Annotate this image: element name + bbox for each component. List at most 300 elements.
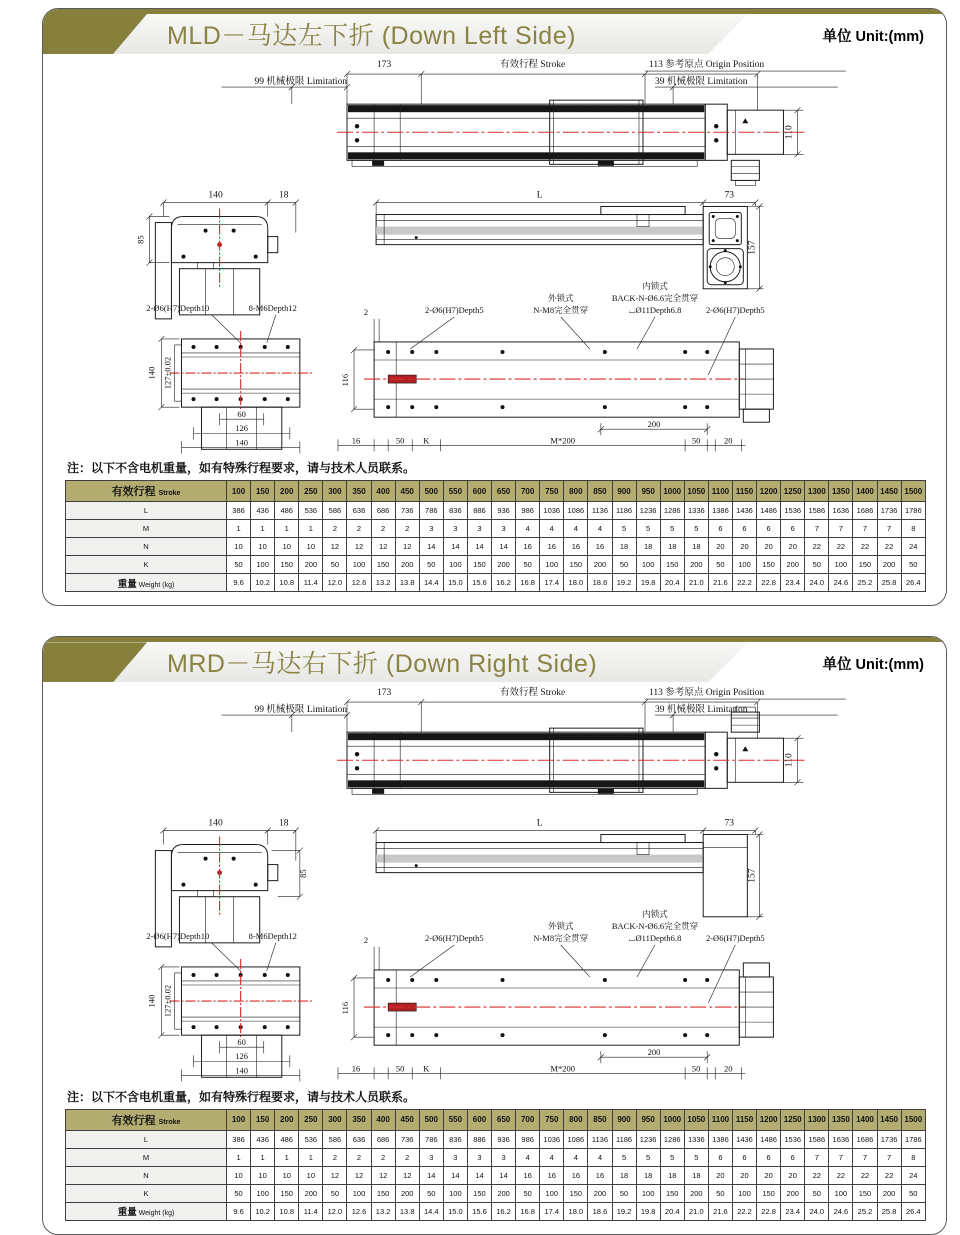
value-cell: 150 xyxy=(564,1184,588,1202)
value-cell: 7 xyxy=(853,1148,877,1166)
value-cell: 200 xyxy=(684,556,708,574)
value-cell: 50 xyxy=(516,556,540,574)
value-cell: 2 xyxy=(347,1148,371,1166)
value-cell: 18 xyxy=(684,1166,708,1184)
value-cell: 23.4 xyxy=(781,574,805,592)
value-cell: 2 xyxy=(395,1148,419,1166)
value-cell: 200 xyxy=(395,1184,419,1202)
value-cell: 450 xyxy=(395,481,419,502)
value-cell: 636 xyxy=(347,502,371,520)
value-cell: 250 xyxy=(299,481,323,502)
value-cell: 22 xyxy=(853,538,877,556)
value-cell: 10.8 xyxy=(275,1202,299,1220)
value-cell: 6 xyxy=(757,520,781,538)
value-cell: 636 xyxy=(347,1130,371,1148)
value-cell: 14.4 xyxy=(419,1202,443,1220)
value-cell: 19.8 xyxy=(636,1202,660,1220)
value-cell: 18 xyxy=(684,538,708,556)
value-cell: 21.6 xyxy=(708,1202,732,1220)
value-cell: 4 xyxy=(564,520,588,538)
value-cell: 23.4 xyxy=(781,1202,805,1220)
value-cell: 11.4 xyxy=(299,574,323,592)
value-cell: 836 xyxy=(443,1130,467,1148)
note-text: 注：以下不含电机重量，如有特殊行程要求，请与技术人员联系。 xyxy=(67,1089,416,1104)
value-cell: 1786 xyxy=(901,502,925,520)
value-cell: 15.0 xyxy=(443,574,467,592)
value-cell: 1636 xyxy=(829,1130,853,1148)
value-cell: 1200 xyxy=(757,1109,781,1130)
value-cell: 150 xyxy=(251,481,275,502)
value-cell: 22.8 xyxy=(757,1202,781,1220)
section-header-mld xyxy=(43,14,946,54)
value-cell: 16 xyxy=(564,538,588,556)
value-cell: 100 xyxy=(443,1184,467,1202)
row-label-cell: L xyxy=(66,502,227,520)
value-cell: 1 xyxy=(251,1148,275,1166)
value-cell: 13.2 xyxy=(371,574,395,592)
value-cell: 4 xyxy=(516,1148,540,1166)
value-cell: 500 xyxy=(419,1109,443,1130)
value-cell: 18 xyxy=(660,1166,684,1184)
value-cell: 1486 xyxy=(757,1130,781,1148)
value-cell: 536 xyxy=(299,1130,323,1148)
value-cell: 450 xyxy=(395,1109,419,1130)
value-cell: 12.0 xyxy=(323,1202,347,1220)
table-row xyxy=(66,1202,926,1220)
value-cell: 20 xyxy=(732,1166,756,1184)
value-cell: 700 xyxy=(516,1109,540,1130)
value-cell: 14 xyxy=(419,1166,443,1184)
value-cell: 886 xyxy=(467,502,491,520)
value-cell: 150 xyxy=(275,556,299,574)
value-cell: 22 xyxy=(829,1166,853,1184)
value-cell: 22 xyxy=(805,538,829,556)
value-cell: 1050 xyxy=(684,481,708,502)
value-cell: 1336 xyxy=(684,502,708,520)
table-header-row xyxy=(66,481,926,502)
value-cell: 3 xyxy=(443,1148,467,1166)
value-cell: 17.4 xyxy=(540,574,564,592)
value-cell: 1450 xyxy=(877,1109,901,1130)
value-cell: 18 xyxy=(636,1166,660,1184)
value-cell: 5 xyxy=(684,520,708,538)
value-cell: 200 xyxy=(684,1184,708,1202)
value-cell: 2 xyxy=(323,520,347,538)
value-cell: 10 xyxy=(299,538,323,556)
value-cell: 9.6 xyxy=(227,1202,251,1220)
value-cell: 16 xyxy=(540,538,564,556)
value-cell: 100 xyxy=(540,556,564,574)
table-header-row xyxy=(66,1109,926,1130)
value-cell: 1 xyxy=(299,1148,323,1166)
value-cell: 10 xyxy=(251,1166,275,1184)
value-cell: 50 xyxy=(419,556,443,574)
value-cell: 24.0 xyxy=(805,1202,829,1220)
value-cell: 10 xyxy=(227,538,251,556)
value-cell: 200 xyxy=(492,556,516,574)
value-cell: 800 xyxy=(564,1109,588,1130)
value-cell: 9.6 xyxy=(227,574,251,592)
value-cell: 886 xyxy=(467,1130,491,1148)
value-cell: 6 xyxy=(781,1148,805,1166)
value-cell: 1136 xyxy=(588,502,612,520)
table-row xyxy=(66,1166,926,1184)
value-cell: 1050 xyxy=(684,1109,708,1130)
section-title-mrd: MRD－马达右下折 (Down Right Side) xyxy=(167,650,598,679)
value-cell: 12.0 xyxy=(323,574,347,592)
value-cell: 3 xyxy=(492,520,516,538)
value-cell: 5 xyxy=(660,1148,684,1166)
value-cell: 14 xyxy=(492,538,516,556)
row-label-cell: K xyxy=(66,556,227,574)
value-cell: 1686 xyxy=(853,1130,877,1148)
value-cell: 16 xyxy=(588,538,612,556)
value-cell: 7 xyxy=(877,520,901,538)
value-cell: 736 xyxy=(395,502,419,520)
value-cell: 50 xyxy=(323,1184,347,1202)
value-cell: 19.8 xyxy=(636,574,660,592)
value-cell: 686 xyxy=(371,502,395,520)
value-cell: 50 xyxy=(708,1184,732,1202)
value-cell: 12 xyxy=(371,538,395,556)
value-cell: 7 xyxy=(853,520,877,538)
value-cell: 21.0 xyxy=(684,574,708,592)
value-cell: 6 xyxy=(708,520,732,538)
value-cell: 13.8 xyxy=(395,1202,419,1220)
value-cell: 16.2 xyxy=(492,1202,516,1220)
value-cell: 15.6 xyxy=(467,1202,491,1220)
value-cell: 1 xyxy=(227,520,251,538)
value-cell: 16 xyxy=(564,1166,588,1184)
value-cell: 2 xyxy=(347,520,371,538)
value-cell: 13.8 xyxy=(395,574,419,592)
value-cell: 1400 xyxy=(853,1109,877,1130)
value-cell: 8 xyxy=(901,1148,925,1166)
value-cell: 3 xyxy=(419,1148,443,1166)
value-cell: 936 xyxy=(492,502,516,520)
value-cell: 486 xyxy=(275,502,299,520)
value-cell: 50 xyxy=(901,1184,925,1202)
section-panel-mrd xyxy=(42,636,947,1234)
value-cell: 1000 xyxy=(660,481,684,502)
value-cell: 25.2 xyxy=(853,574,877,592)
value-cell: 1300 xyxy=(805,1109,829,1130)
value-cell: 1536 xyxy=(781,502,805,520)
value-cell: 16 xyxy=(540,1166,564,1184)
value-cell: 1386 xyxy=(708,1130,732,1148)
section-panel-mld xyxy=(42,8,947,606)
value-cell: 200 xyxy=(299,1184,323,1202)
value-cell: 150 xyxy=(853,1184,877,1202)
value-cell: 18 xyxy=(660,538,684,556)
value-cell: 18.0 xyxy=(564,574,588,592)
value-cell: 15.0 xyxy=(443,1202,467,1220)
value-cell: 6 xyxy=(781,520,805,538)
value-cell: 100 xyxy=(636,1184,660,1202)
table-row xyxy=(66,502,926,520)
value-cell: 24.6 xyxy=(829,574,853,592)
value-cell: 25.8 xyxy=(877,1202,901,1220)
row-label-cell: N xyxy=(66,538,227,556)
value-cell: 21.0 xyxy=(684,1202,708,1220)
value-cell: 786 xyxy=(419,502,443,520)
value-cell: 50 xyxy=(612,556,636,574)
value-cell: 486 xyxy=(275,1130,299,1148)
value-cell: 100 xyxy=(251,556,275,574)
value-cell: 900 xyxy=(612,1109,636,1130)
value-cell: 3 xyxy=(443,520,467,538)
value-cell: 4 xyxy=(588,520,612,538)
row-label-cell: 有效行程 Stroke xyxy=(66,481,227,502)
value-cell: 20 xyxy=(781,538,805,556)
value-cell: 13.2 xyxy=(371,1202,395,1220)
value-cell: 950 xyxy=(636,481,660,502)
value-cell: 10.8 xyxy=(275,574,299,592)
value-cell: 200 xyxy=(877,556,901,574)
spec-table-mrd xyxy=(65,1109,926,1221)
value-cell: 100 xyxy=(347,1184,371,1202)
value-cell: 19.2 xyxy=(612,1202,636,1220)
value-cell: 50 xyxy=(805,556,829,574)
value-cell: 12.6 xyxy=(347,1202,371,1220)
value-cell: 3 xyxy=(492,1148,516,1166)
value-cell: 1036 xyxy=(540,1130,564,1148)
row-label-cell: 重量 Weight (kg) xyxy=(66,574,227,592)
value-cell: 25.2 xyxy=(853,1202,877,1220)
value-cell: 900 xyxy=(612,481,636,502)
value-cell: 686 xyxy=(371,1130,395,1148)
value-cell: 150 xyxy=(564,556,588,574)
value-cell: 22 xyxy=(877,538,901,556)
value-cell: 200 xyxy=(781,1184,805,1202)
value-cell: 150 xyxy=(757,1184,781,1202)
value-cell: 1 xyxy=(251,520,275,538)
value-cell: 14 xyxy=(419,538,443,556)
value-cell: 15.6 xyxy=(467,574,491,592)
value-cell: 2 xyxy=(323,1148,347,1166)
value-cell: 12 xyxy=(347,538,371,556)
value-cell: 18 xyxy=(612,538,636,556)
table-row xyxy=(66,1130,926,1148)
value-cell: 10 xyxy=(251,538,275,556)
value-cell: 1586 xyxy=(805,502,829,520)
value-cell: 10 xyxy=(299,1166,323,1184)
value-cell: 100 xyxy=(251,1184,275,1202)
value-cell: 1136 xyxy=(588,1130,612,1148)
value-cell: 750 xyxy=(540,481,564,502)
technical-drawing-mld xyxy=(43,56,946,457)
value-cell: 20 xyxy=(732,538,756,556)
value-cell: 20.4 xyxy=(660,574,684,592)
value-cell: 1286 xyxy=(660,502,684,520)
value-cell: 19.2 xyxy=(612,574,636,592)
unit-label: 单位 Unit:(mm) xyxy=(822,657,924,674)
value-cell: 200 xyxy=(275,1109,299,1130)
value-cell: 550 xyxy=(443,1109,467,1130)
value-cell: 1250 xyxy=(781,481,805,502)
value-cell: 24.0 xyxy=(805,574,829,592)
value-cell: 100 xyxy=(829,556,853,574)
value-cell: 1236 xyxy=(636,1130,660,1148)
value-cell: 22.2 xyxy=(732,574,756,592)
value-cell: 600 xyxy=(467,481,491,502)
value-cell: 26.4 xyxy=(901,574,925,592)
value-cell: 150 xyxy=(660,556,684,574)
value-cell: 2 xyxy=(395,520,419,538)
value-cell: 22.2 xyxy=(732,1202,756,1220)
value-cell: 7 xyxy=(877,1148,901,1166)
value-cell: 5 xyxy=(636,520,660,538)
value-cell: 4 xyxy=(516,520,540,538)
value-cell: 100 xyxy=(732,1184,756,1202)
value-cell: 24 xyxy=(901,538,925,556)
value-cell: 14 xyxy=(467,1166,491,1184)
value-cell: 200 xyxy=(781,556,805,574)
value-cell: 4 xyxy=(540,1148,564,1166)
value-cell: 50 xyxy=(708,556,732,574)
value-cell: 1350 xyxy=(829,1109,853,1130)
table-row xyxy=(66,520,926,538)
value-cell: 1736 xyxy=(877,1130,901,1148)
value-cell: 1336 xyxy=(684,1130,708,1148)
value-cell: 5 xyxy=(612,520,636,538)
value-cell: 736 xyxy=(395,1130,419,1148)
row-label-cell: M xyxy=(66,520,227,538)
value-cell: 700 xyxy=(516,481,540,502)
value-cell: 1686 xyxy=(853,502,877,520)
value-cell: 6 xyxy=(732,1148,756,1166)
value-cell: 1150 xyxy=(732,481,756,502)
value-cell: 6 xyxy=(708,1148,732,1166)
value-cell: 1586 xyxy=(805,1130,829,1148)
value-cell: 4 xyxy=(564,1148,588,1166)
value-cell: 1500 xyxy=(901,1109,925,1130)
value-cell: 10 xyxy=(227,1166,251,1184)
value-cell: 25.8 xyxy=(877,574,901,592)
value-cell: 536 xyxy=(299,502,323,520)
value-cell: 436 xyxy=(251,1130,275,1148)
value-cell: 2 xyxy=(371,1148,395,1166)
value-cell: 50 xyxy=(805,1184,829,1202)
value-cell: 650 xyxy=(492,1109,516,1130)
value-cell: 20 xyxy=(757,538,781,556)
value-cell: 1786 xyxy=(901,1130,925,1148)
value-cell: 20 xyxy=(708,1166,732,1184)
value-cell: 100 xyxy=(732,556,756,574)
value-cell: 20 xyxy=(708,538,732,556)
value-cell: 650 xyxy=(492,481,516,502)
value-cell: 5 xyxy=(660,520,684,538)
value-cell: 836 xyxy=(443,502,467,520)
value-cell: 12 xyxy=(323,538,347,556)
value-cell: 1100 xyxy=(708,1109,732,1130)
value-cell: 1000 xyxy=(660,1109,684,1130)
value-cell: 800 xyxy=(564,481,588,502)
row-label-cell: L xyxy=(66,1130,227,1148)
value-cell: 22 xyxy=(853,1166,877,1184)
value-cell: 1286 xyxy=(660,1130,684,1148)
value-cell: 986 xyxy=(516,502,540,520)
value-cell: 50 xyxy=(516,1184,540,1202)
value-cell: 7 xyxy=(805,520,829,538)
value-cell: 586 xyxy=(323,502,347,520)
row-label-cell: K xyxy=(66,1184,227,1202)
value-cell: 22 xyxy=(805,1166,829,1184)
value-cell: 786 xyxy=(419,1130,443,1148)
value-cell: 12 xyxy=(395,1166,419,1184)
value-cell: 750 xyxy=(540,1109,564,1130)
value-cell: 1036 xyxy=(540,502,564,520)
value-cell: 1436 xyxy=(732,1130,756,1148)
value-cell: 50 xyxy=(227,1184,251,1202)
value-cell: 950 xyxy=(636,1109,660,1130)
value-cell: 1486 xyxy=(757,502,781,520)
value-cell: 150 xyxy=(660,1184,684,1202)
row-label-cell: N xyxy=(66,1166,227,1184)
row-label-cell: 重量 Weight (kg) xyxy=(66,1202,227,1220)
value-cell: 1 xyxy=(275,1148,299,1166)
table-row xyxy=(66,1184,926,1202)
value-cell: 1200 xyxy=(757,481,781,502)
value-cell: 400 xyxy=(371,481,395,502)
unit-label: 单位 Unit:(mm) xyxy=(822,29,924,45)
value-cell: 350 xyxy=(347,1109,371,1130)
value-cell: 5 xyxy=(636,1148,660,1166)
value-cell: 14 xyxy=(492,1166,516,1184)
value-cell: 200 xyxy=(588,1184,612,1202)
value-cell: 150 xyxy=(371,1184,395,1202)
value-cell: 21.6 xyxy=(708,574,732,592)
value-cell: 8 xyxy=(901,520,925,538)
spec-table-mld xyxy=(65,480,926,592)
value-cell: 17.4 xyxy=(540,1202,564,1220)
section-title-mld: MLD－马达左下折 (Down Left Side) xyxy=(167,22,576,50)
value-cell: 16.8 xyxy=(516,1202,540,1220)
value-cell: 150 xyxy=(371,556,395,574)
value-cell: 24.6 xyxy=(829,1202,853,1220)
value-cell: 1736 xyxy=(877,502,901,520)
value-cell: 200 xyxy=(395,556,419,574)
value-cell: 14 xyxy=(467,538,491,556)
value-cell: 7 xyxy=(805,1148,829,1166)
value-cell: 18 xyxy=(612,1166,636,1184)
value-cell: 20 xyxy=(781,1166,805,1184)
value-cell: 12 xyxy=(347,1166,371,1184)
value-cell: 1300 xyxy=(805,481,829,502)
value-cell: 1 xyxy=(227,1148,251,1166)
section-header-mrd xyxy=(43,642,946,682)
value-cell: 386 xyxy=(227,1130,251,1148)
value-cell: 20.4 xyxy=(660,1202,684,1220)
value-cell: 1086 xyxy=(564,502,588,520)
value-cell: 16.8 xyxy=(516,574,540,592)
value-cell: 400 xyxy=(371,1109,395,1130)
value-cell: 7 xyxy=(829,1148,853,1166)
value-cell: 14 xyxy=(443,1166,467,1184)
table-row xyxy=(66,1148,926,1166)
value-cell: 10.2 xyxy=(251,574,275,592)
value-cell: 250 xyxy=(299,1109,323,1130)
value-cell: 18.6 xyxy=(588,1202,612,1220)
value-cell: 22.8 xyxy=(757,574,781,592)
value-cell: 1236 xyxy=(636,502,660,520)
value-cell: 850 xyxy=(588,1109,612,1130)
value-cell: 936 xyxy=(492,1130,516,1148)
value-cell: 200 xyxy=(299,556,323,574)
value-cell: 100 xyxy=(347,556,371,574)
value-cell: 12.6 xyxy=(347,574,371,592)
value-cell: 3 xyxy=(467,520,491,538)
